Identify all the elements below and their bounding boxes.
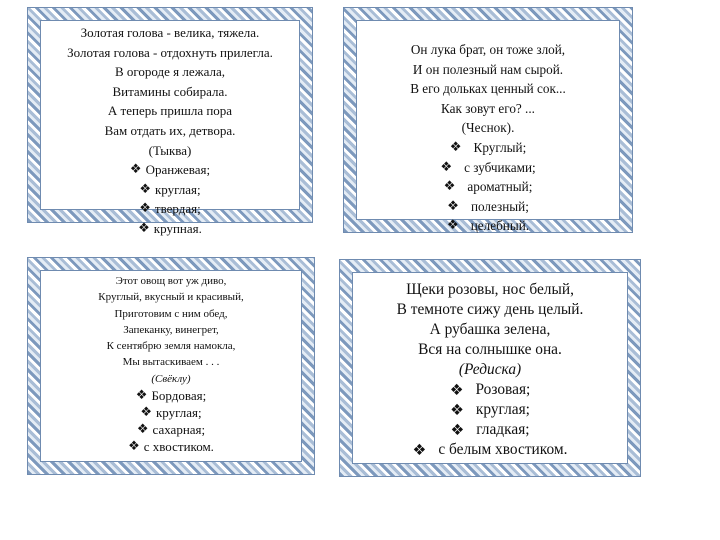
diamond-bullet-icon: ❖ <box>450 421 465 439</box>
bullet-text: гладкая; <box>476 421 530 438</box>
bullet-item <box>139 199 200 219</box>
bullet-text: Бордовая; <box>151 388 207 404</box>
bullet-text: полезный; <box>470 198 529 214</box>
riddle-line: Вся на солнышке она. <box>418 341 562 358</box>
riddle-card-pumpkin <box>28 8 312 236</box>
riddle-line: Золотая голова - велика, тяжела. <box>80 25 260 40</box>
bullet-item <box>140 404 201 421</box>
diamond-bullet-icon: ❖ <box>140 405 152 421</box>
riddle-line: В огороде я лежала, <box>114 64 226 80</box>
bullet-text: круглая; <box>154 181 201 197</box>
bullet-item <box>137 421 205 438</box>
riddle-card-beet <box>28 258 314 474</box>
riddle-line: А рубашка зелена, <box>429 321 551 338</box>
diamond-bullet-icon: ❖ <box>136 422 149 438</box>
diamond-bullet-icon: ❖ <box>440 159 453 175</box>
diamond-bullet-icon: ❖ <box>139 201 151 217</box>
bullet-text: круглая; <box>475 401 530 418</box>
card-text <box>40 270 302 462</box>
riddle-line: Золотая голова - отдохнуть прилегла. <box>67 44 273 60</box>
riddle-answer: (Тыква) <box>148 142 192 158</box>
diamond-bullet-icon: ❖ <box>135 388 148 404</box>
bullet-item <box>130 160 210 180</box>
bullet-text: с зубчиками; <box>464 159 536 175</box>
riddle-line: Этот овощ вот уж диво, <box>115 275 227 287</box>
riddle-card-radish <box>340 260 640 476</box>
riddle-line: А теперь пришла пора <box>107 103 233 119</box>
bullet-text: ароматный; <box>467 179 533 195</box>
bullet-item <box>450 420 529 440</box>
diamond-bullet-icon: ❖ <box>443 179 456 195</box>
riddle-line: Щеки розовы, нос белый, <box>406 281 574 298</box>
bullet-item <box>450 400 530 420</box>
riddle-line: Запеканку, винегрет, <box>123 323 219 336</box>
bullet-item <box>440 158 535 178</box>
riddle-line: В его дольках ценный сок... <box>410 81 566 97</box>
riddle-line: Как зовут его? ... <box>441 100 535 116</box>
card-text <box>40 20 300 236</box>
bullet-text: круглая; <box>155 405 202 421</box>
riddle-answer: (Чеснок). <box>461 120 515 136</box>
diamond-bullet-icon: ❖ <box>450 401 464 419</box>
bullet-text: с белым хвостиком. <box>438 441 568 458</box>
riddle-line: Приготовим с ним обед, <box>114 307 228 320</box>
bullet-item <box>138 219 202 239</box>
bullet-item <box>447 197 529 217</box>
bullet-item <box>139 180 200 200</box>
riddle-answer: (Редиска) <box>458 361 522 378</box>
riddle-line: В темноте сижу день целый. <box>396 301 584 318</box>
card-text <box>356 20 620 234</box>
diamond-bullet-icon: ❖ <box>128 439 140 455</box>
bullet-item <box>444 177 533 197</box>
bullet-item <box>450 380 531 400</box>
bullet-item <box>413 440 568 460</box>
riddle-card-garlic <box>344 8 632 232</box>
diamond-bullet-icon: ❖ <box>446 218 459 234</box>
riddle-line: Круглый, вкусный и красивый, <box>98 291 244 304</box>
bullet-text: с хвостиком. <box>143 439 214 455</box>
riddle-line: И он полезный нам сырой. <box>412 61 564 77</box>
bullet-text: сахарная; <box>152 422 206 438</box>
bullet-text: Розовая; <box>475 381 531 398</box>
riddle-line: Вам отдать их, детвора. <box>104 122 236 138</box>
card-text <box>352 272 628 464</box>
bullet-item <box>136 387 206 404</box>
diamond-bullet-icon: ❖ <box>129 162 142 178</box>
diamond-bullet-icon: ❖ <box>138 220 150 236</box>
diamond-bullet-icon: ❖ <box>412 441 427 459</box>
bullet-text: целебный. <box>470 218 530 234</box>
diamond-bullet-icon: ❖ <box>447 198 459 214</box>
bullet-text: Круглый; <box>473 139 527 155</box>
riddle-line: Витамины собирала. <box>112 83 228 99</box>
bullet-item <box>447 216 529 236</box>
diamond-bullet-icon: ❖ <box>449 381 464 399</box>
diamond-bullet-icon: ❖ <box>139 181 151 197</box>
bullet-text: Оранжевая; <box>145 162 211 178</box>
bullet-text: твердая; <box>154 201 201 217</box>
riddle-line: К сентябрю земля намокла, <box>106 340 236 353</box>
riddle-line: Мы вытаскиваем . . . <box>122 356 220 369</box>
diamond-bullet-icon: ❖ <box>449 139 462 155</box>
bullet-item <box>128 438 214 455</box>
bullet-item <box>450 138 527 158</box>
bullet-text: крупная. <box>153 220 202 236</box>
riddle-line: Он лука брат, он тоже злой, <box>410 42 566 57</box>
riddle-answer: (Свёклу) <box>151 372 191 385</box>
